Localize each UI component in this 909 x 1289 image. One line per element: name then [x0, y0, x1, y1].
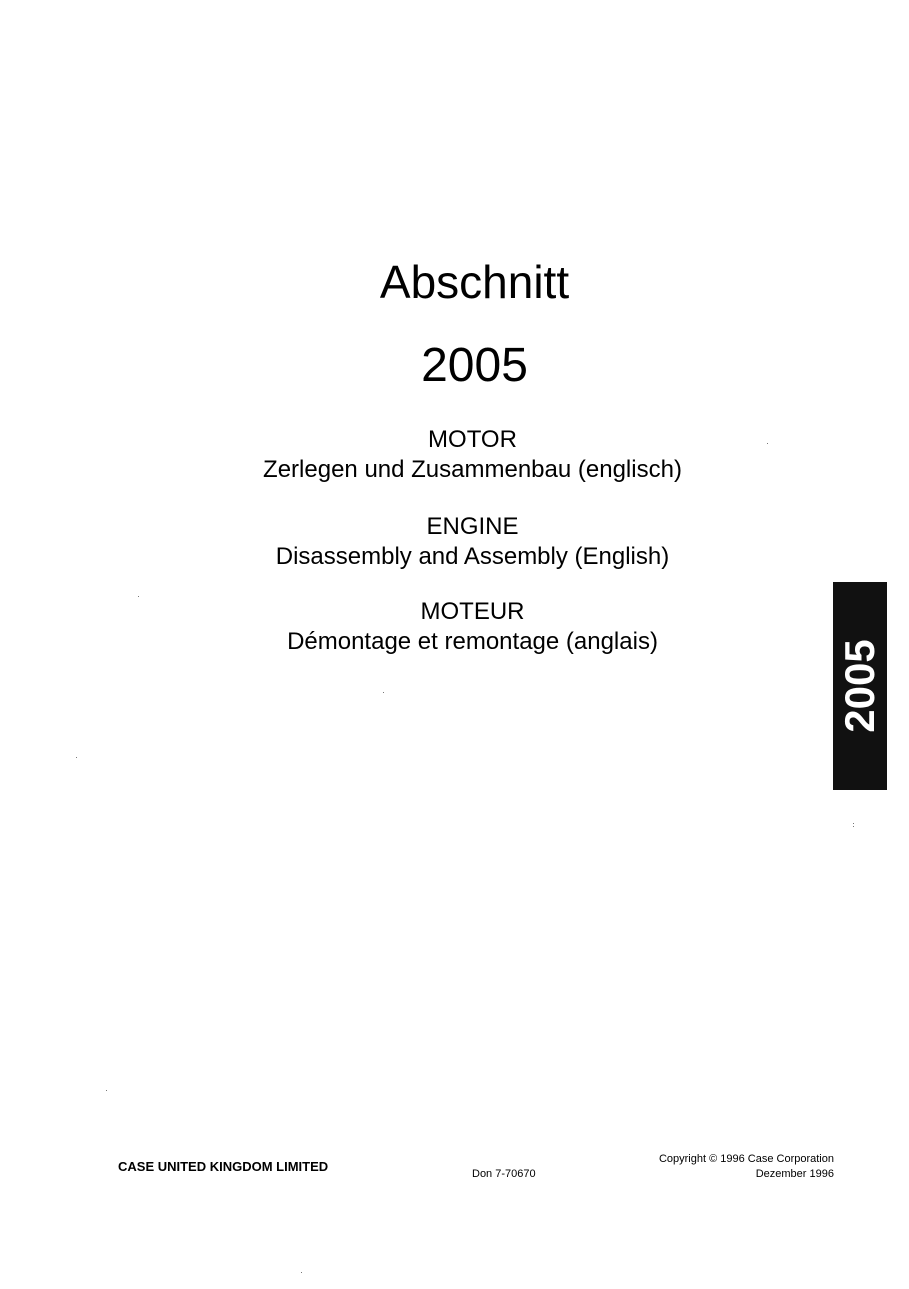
english-title-block: [0, 512, 909, 572]
section-tab-label: 2005: [836, 639, 883, 733]
section-heading: Abschnitt: [379, 256, 570, 308]
english-title: ENGINE: [426, 513, 519, 540]
french-subtitle: Démontage et remontage (anglais): [287, 628, 658, 655]
section-number: 2005: [421, 339, 528, 392]
german-title: MOTOR: [428, 426, 517, 453]
scan-speck: [106, 1090, 107, 1091]
german-title-block: [0, 425, 909, 485]
scan-speck: [853, 826, 854, 827]
copyright-text: Copyright © 1996 Case Corporation: [658, 1153, 834, 1165]
section-tab: [833, 582, 887, 790]
scan-speck: [767, 443, 768, 444]
french-title-block: [0, 597, 909, 657]
english-subtitle: Disassembly and Assembly (English): [275, 543, 670, 570]
scan-speck: [383, 692, 384, 693]
copyright-block: [659, 1152, 834, 1182]
scan-speck: [76, 757, 77, 758]
scan-speck: [853, 823, 854, 824]
french-title: MOTEUR: [420, 598, 525, 625]
document-number: Don 7-70670: [472, 1168, 536, 1180]
scan-speck: [138, 596, 139, 597]
scan-speck: [301, 1272, 302, 1273]
publication-date: Dezember 1996: [755, 1168, 834, 1180]
german-subtitle: Zerlegen und Zusammenbau (englisch): [263, 456, 682, 483]
company-name: CASE UNITED KINGDOM LIMITED: [118, 1159, 329, 1174]
